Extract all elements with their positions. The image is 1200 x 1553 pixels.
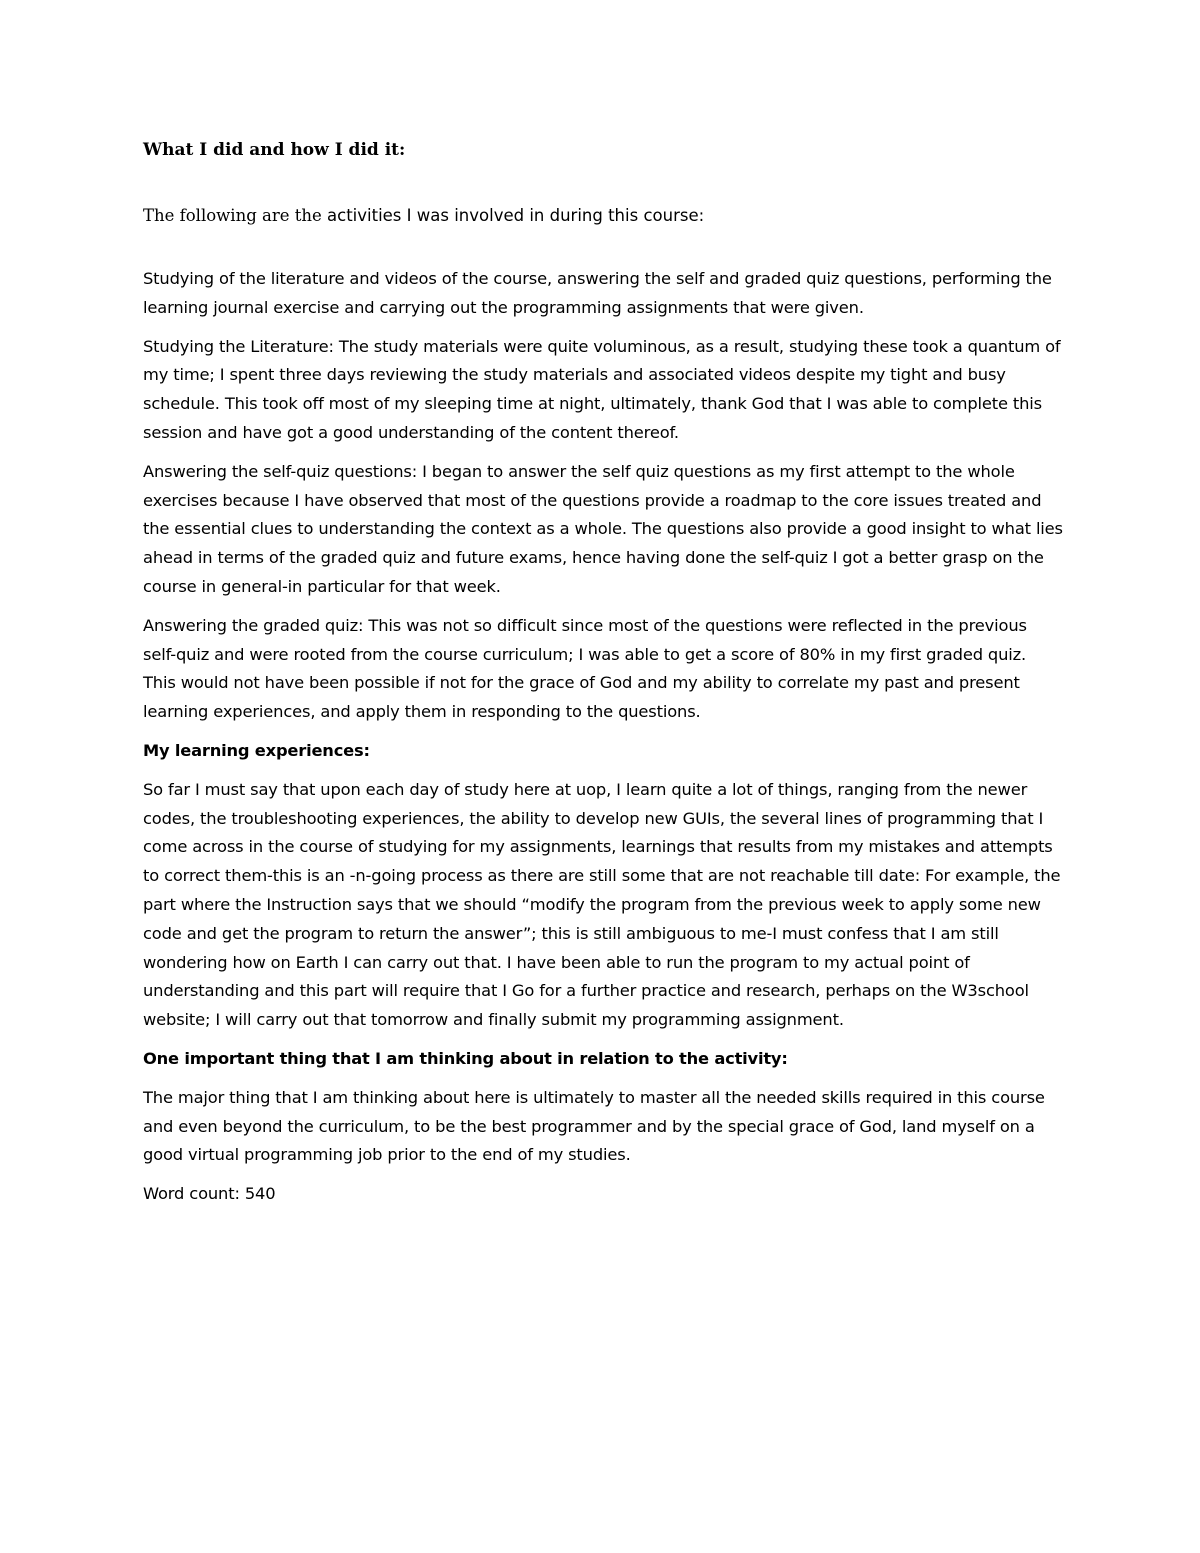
intro-sans-text: activities I was involved in during this course: [327,206,705,225]
document-title: What I did and how I did it: [143,140,406,160]
self-quiz-paragraph: Answering the self-quiz questions: I began to answer the self quiz questions as my first attempt to the whole exercises because I have observed that most of the questions provide a roadmap to the core issues treated and the essential clues to understanding the context as a whole. The questions also provide a good insight to what lies ahead in terms of the graded quiz and future exams, hence having done the self-quiz I got a better grasp on the course in general-in particular for that week. [143,461,1063,596]
document-page [143,138,1063,1219]
important-thing-heading: One important thing that I am thinking about in relation to the activity: [143,1048,788,1068]
intro-line [143,204,1063,228]
graded-quiz-paragraph: Answering the graded quiz: This was not so difficult since most of the questions were reflected in the previous self-quiz and were rooted from the course curriculum; I was able to get a score of 80% in my first graded quiz. This would not have been possible if not for the grace of God and my ability to correlate my past and present learning experiences, and apply them in responding to the questions. [143,615,1027,722]
learning-experiences-paragraph: So far I must say that upon each day of study here at uop, I learn quite a lot of things, ranging from the newer codes, the troubleshooting experiences, the ability to develop new GUIs, the several lines of programming that I come across in the course of studying for my assignments, learnings that results from my mistakes and attempts to correct them-this is an -n-going process as there are still some that are not reachable till date: For example, the part where the Instruction says that we should “modify the program from the previous week to apply some new code and get the program to return the answer”; this is still ambiguous to me-I must confess that I am still wondering how on Earth I can carry out that. I have been able to run the program to my actual point of understanding and this part will require that I Go for a further practice and research, perhaps on the W3school website; I will carry out that tomorrow and finally submit my programming assignment. [143,779,1061,1030]
important-thing-paragraph: The major thing that I am thinking about here is ultimately to master all the needed skills required in this course and even beyond the curriculum, to be the best programmer and by the special grace of God, land myself on a good virtual programming job prior to the end of my studies. [143,1087,1045,1165]
intro-serif-text: The following are the [143,206,328,225]
learning-experiences-heading: My learning experiences: [143,740,370,760]
word-count: Word count: 540 [143,1184,276,1204]
overview-paragraph: Studying of the literature and videos of the course, answering the self and graded quiz questions, performing the learning journal exercise and carrying out the programming assignments that were given. [143,269,1052,317]
literature-paragraph: Studying the Literature: The study materials were quite voluminous, as a result, studying these took a quantum of my time; I spent three days reviewing the study materials and associated videos despite my tight and busy schedule. This took off most of my sleeping time at night, ultimately, thank God that I was able to complete this session and have got a good understanding of the content thereof. [143,336,1061,442]
